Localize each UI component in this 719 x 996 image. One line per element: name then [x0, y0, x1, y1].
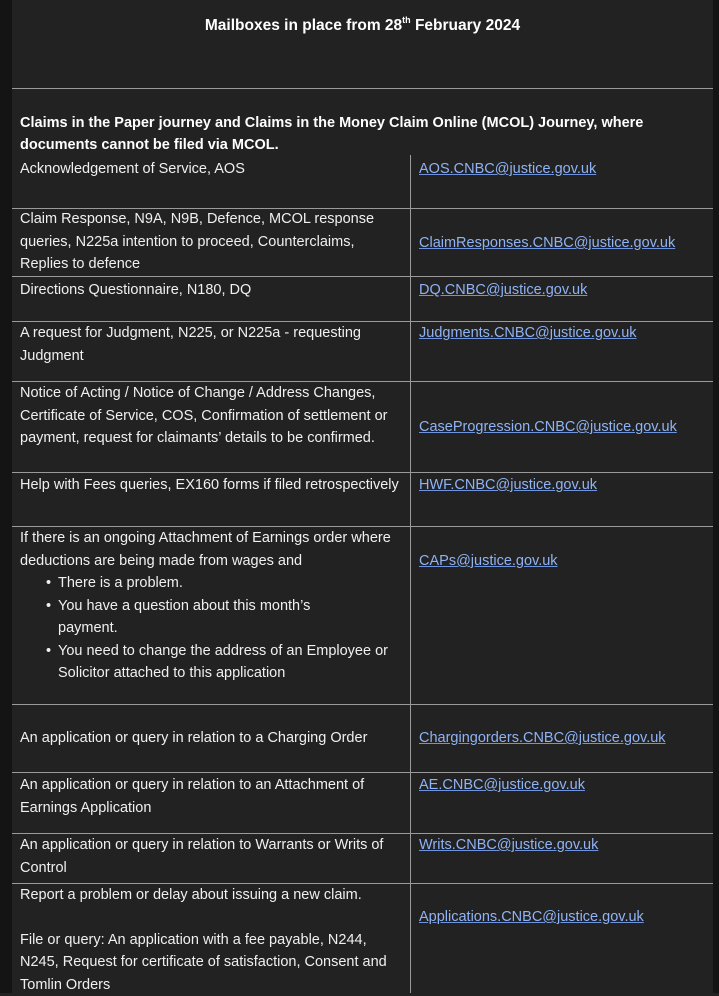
table-row	[12, 772, 713, 834]
email-link[interactable]: AOS.CNBC@justice.gov.uk	[419, 158, 596, 180]
row-description-text: If there is an ongoing Attachment of Earnings order where deductions are being made from wages and	[20, 527, 404, 572]
email-link[interactable]: AE.CNBC@justice.gov.uk	[419, 774, 585, 796]
email-link[interactable]: ClaimResponses.CNBC@justice.gov.uk	[419, 232, 675, 254]
table-row	[12, 276, 713, 322]
row-description: An application or query in relation to Warrants or Writs of Control	[20, 834, 404, 879]
email-link[interactable]: Judgments.CNBC@justice.gov.uk	[419, 322, 637, 344]
table-row	[12, 704, 713, 773]
table-row	[12, 155, 713, 209]
bullet-item: • You need to change the address of an Employee or Solicitor attached to this application	[20, 640, 404, 685]
bullet-item: • There is a problem.	[20, 572, 404, 595]
right-edge	[713, 0, 719, 993]
row-description	[20, 527, 404, 685]
row-description: Help with Fees queries, EX160 forms if filed retrospectively	[20, 474, 404, 497]
row-description-text: File or query: An application with a fee payable, N244, N245, Request for certificate of satisfaction, Consent and Tomlin Orders	[20, 929, 404, 996]
row-description: A request for Judgment, N225, or N225a - requesting Judgment	[20, 322, 404, 367]
bullet-item: • You have a question about this month’s payment.	[20, 595, 404, 640]
row-description: Claim Response, N9A, N9B, Defence, MCOL response queries, N225a intention to proceed, Counterclaims, Replies to defence	[20, 208, 404, 276]
page-title: Mailboxes in place from 28th February 2024	[12, 16, 713, 35]
table-row	[12, 472, 713, 527]
row-description: Acknowledgement of Service, AOS	[20, 158, 404, 181]
row-description-text: Report a problem or delay about issuing a new claim.	[20, 884, 404, 907]
row-description: An application or query in relation to a Charging Order	[20, 727, 404, 750]
email-link[interactable]: Applications.CNBC@justice.gov.uk	[419, 906, 644, 928]
row-description	[20, 884, 404, 996]
email-link[interactable]: HWF.CNBC@justice.gov.uk	[419, 474, 597, 496]
table-row	[12, 381, 713, 473]
row-description: An application or query in relation to an Attachment of Earnings Application	[20, 774, 404, 819]
email-link[interactable]: Writs.CNBC@justice.gov.uk	[419, 834, 598, 856]
email-link[interactable]: Chargingorders.CNBC@justice.gov.uk	[419, 727, 666, 749]
email-link[interactable]: CAPs@justice.gov.uk	[419, 550, 558, 572]
title-band	[12, 0, 713, 89]
table-row	[12, 833, 713, 884]
email-link[interactable]: DQ.CNBC@justice.gov.uk	[419, 279, 587, 301]
table-row	[12, 208, 713, 277]
row-description: Notice of Acting / Notice of Change / Address Changes, Certificate of Service, COS, Confirmation of settlement or payment, request for claimants’ details to be confirmed.	[20, 382, 404, 450]
table-row	[12, 883, 713, 993]
table-row	[12, 321, 713, 382]
bullet-list	[20, 572, 404, 685]
intro-heading: Claims in the Paper journey and Claims in the Money Claim Online (MCOL) Journey, where documents cannot be filed via MCOL.	[20, 112, 710, 156]
left-edge	[0, 0, 12, 993]
row-description: Directions Questionnaire, N180, DQ	[20, 279, 404, 302]
email-link[interactable]: CaseProgression.CNBC@justice.gov.uk	[419, 416, 677, 438]
table-row	[12, 526, 713, 705]
mailbox-table	[12, 155, 713, 993]
